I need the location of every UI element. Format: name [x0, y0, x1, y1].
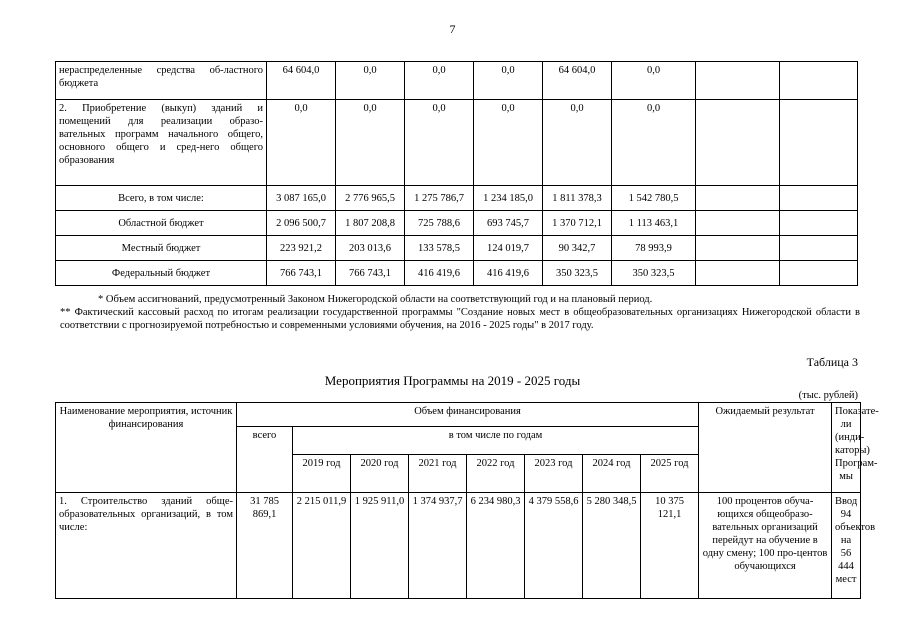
cell-value: 350 323,5: [543, 261, 612, 286]
cell-value: 64 604,0: [267, 62, 336, 100]
cell-value: 2 776 965,5: [336, 186, 405, 211]
measure-name: 1. Строительство зданий обще-образовательных организаций, в том числе:: [56, 493, 237, 599]
year-2024: 2024 год: [583, 455, 641, 493]
cell-value: 6 234 980,3: [467, 493, 525, 599]
header-result: Ожидаемый результат: [699, 403, 832, 493]
empty-cell: [696, 236, 780, 261]
cell-value: 223 921,2: [267, 236, 336, 261]
cell-value: 2 096 500,7: [267, 211, 336, 236]
table-row: [56, 493, 861, 599]
empty-cell: [780, 261, 858, 286]
cell-value: 1 275 786,7: [405, 186, 474, 211]
header-funding: Объем финансирования: [237, 403, 699, 427]
row-label: Федеральный бюджет: [56, 261, 267, 286]
cell-value: 90 342,7: [543, 236, 612, 261]
cell-value: 0,0: [612, 100, 696, 186]
empty-cell: [696, 186, 780, 211]
empty-cell: [780, 100, 858, 186]
cell-value: 1 234 185,0: [474, 186, 543, 211]
cell-value: 350 323,5: [612, 261, 696, 286]
empty-cell: [780, 186, 858, 211]
section-title: Мероприятия Программы на 2019 - 2025 годы: [324, 373, 581, 388]
units-label: (тыс. рублей): [798, 390, 858, 401]
cell-value: 0,0: [612, 62, 696, 100]
header-row: [56, 403, 861, 427]
cell-value: 1 807 208,8: [336, 211, 405, 236]
cell-value: 0,0: [474, 100, 543, 186]
year-2020: 2020 год: [351, 455, 409, 493]
cell-value: 0,0: [336, 62, 405, 100]
cell-value: 0,0: [267, 100, 336, 186]
cell-value: 725 788,6: [405, 211, 474, 236]
cell-value: 0,0: [543, 100, 612, 186]
cell-value: 1 925 911,0: [351, 493, 409, 599]
measures-table: [55, 402, 879, 599]
cell-value: 693 745,7: [474, 211, 543, 236]
year-2023: 2023 год: [525, 455, 583, 493]
header-by-year: в том числе по годам: [293, 427, 699, 455]
empty-cell: [780, 236, 858, 261]
cell-value: 766 743,1: [336, 261, 405, 286]
year-2022: 2022 год: [467, 455, 525, 493]
row-label: 2. Приобретение (выкуп) зданий и помещений для реализации образо-вательных программ начального общего, основного общего и сред-него общего образования: [56, 100, 267, 186]
cell-value: 0,0: [405, 62, 474, 100]
cell-value: 4 379 558,6: [525, 493, 583, 599]
row-label: Областной бюджет: [56, 211, 267, 236]
cell-value: 416 419,6: [474, 261, 543, 286]
cell-value: 1 113 463,1: [612, 211, 696, 236]
header-name: Наименование мероприятия, источник финансирования: [56, 403, 237, 493]
cell-value: 78 993,9: [612, 236, 696, 261]
cell-value: 203 013,6: [336, 236, 405, 261]
empty-cell: [696, 100, 780, 186]
cell-value: 766 743,1: [267, 261, 336, 286]
row-label: нераспределенные средства об-ластного бюджета: [56, 62, 267, 100]
funding-table-continued: [55, 61, 858, 286]
cell-value: 2 215 011,9: [293, 493, 351, 599]
cell-value: 133 578,5: [405, 236, 474, 261]
row-label: Местный бюджет: [56, 236, 267, 261]
cell-value: 124 019,7: [474, 236, 543, 261]
table-row: [56, 236, 858, 261]
cell-value: 10 375 121,1: [641, 493, 699, 599]
cell-value: 0,0: [474, 62, 543, 100]
cell-value: 416 419,6: [405, 261, 474, 286]
header-total: всего: [237, 427, 293, 493]
table-row: [56, 100, 858, 186]
header-indicators: Показате-ли (инди-каторы) Програм-мы: [832, 403, 861, 493]
year-2021: 2021 год: [409, 455, 467, 493]
cell-value: 0,0: [336, 100, 405, 186]
table-row: [56, 186, 858, 211]
table-row: [56, 211, 858, 236]
cell-value: 0,0: [405, 100, 474, 186]
empty-cell: [696, 211, 780, 236]
table-label: Таблица 3: [806, 355, 858, 369]
table-row: [56, 62, 858, 100]
cell-value: 1 811 378,3: [543, 186, 612, 211]
cell-total: 31 785 869,1: [237, 493, 293, 599]
cell-value: 64 604,0: [543, 62, 612, 100]
year-2019: 2019 год: [293, 455, 351, 493]
cell-value: 3 087 165,0: [267, 186, 336, 211]
cell-value: 1 374 937,7: [409, 493, 467, 599]
empty-cell: [696, 62, 780, 100]
indicator-value: Ввод 94 объектов на 56 444 мест: [832, 493, 861, 599]
empty-cell: [696, 261, 780, 286]
table-row: [56, 261, 858, 286]
footnote-2: ** Фактический кассовый расход по итогам реализации государственной программы "Создание новых мест в общеобразовательных организациях Нижегородской области в соответствии с прогнозируемой потребностью и современными условиями обучения, на 2016 - 2025 годы" в 2017 году.: [60, 307, 860, 331]
page-number: 7: [449, 22, 456, 36]
empty-cell: [780, 211, 858, 236]
expected-result: 100 процентов обуча-ющихся общеобразо-вательных организаций перейдут на обучение в одну смену; 100 про-центов обучающихся: [699, 493, 832, 599]
empty-cell: [780, 62, 858, 100]
row-label: Всего, в том числе:: [56, 186, 267, 211]
cell-value: 1 370 712,1: [543, 211, 612, 236]
footnote-1: * Объем ассигнований, предусмотренный Законом Нижегородской области на соответствующий год и на плановый период.: [98, 294, 653, 305]
year-2025: 2025 год: [641, 455, 699, 493]
cell-value: 5 280 348,5: [583, 493, 641, 599]
cell-value: 1 542 780,5: [612, 186, 696, 211]
